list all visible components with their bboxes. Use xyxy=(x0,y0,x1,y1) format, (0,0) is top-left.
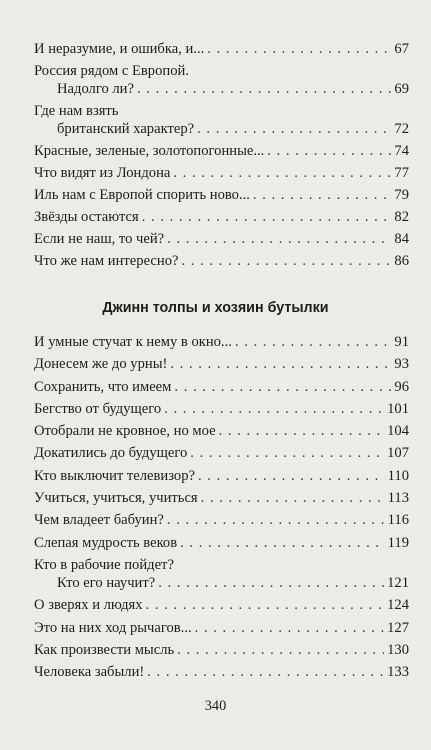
toc-entry-row xyxy=(34,40,409,58)
toc-entry-row xyxy=(34,164,409,182)
toc-page-number: 79 xyxy=(394,187,409,203)
toc-page-number: 101 xyxy=(387,400,409,417)
dot-leader xyxy=(207,40,391,58)
toc-entry-title: Кто его научит? xyxy=(57,574,156,591)
toc-entry-title: Докатились до будущего xyxy=(34,445,188,462)
toc-page-number: 93 xyxy=(394,356,409,373)
toc-entry-row xyxy=(34,511,409,529)
toc-entry xyxy=(34,164,409,182)
toc-entry-title: Надолго ли? xyxy=(57,81,134,97)
dot-leader xyxy=(146,596,385,614)
toc-entry-row xyxy=(34,641,409,659)
toc-entry-title: Человека забыли! xyxy=(34,664,145,681)
toc-entry-row xyxy=(34,208,409,226)
toc-entry-row xyxy=(34,444,409,462)
toc-entry-title: Красные, зеленые, золотопогонные... xyxy=(34,143,265,159)
toc-entry xyxy=(34,489,409,507)
toc-entry xyxy=(34,444,409,462)
dot-leader xyxy=(201,489,385,507)
toc-entry xyxy=(34,102,409,138)
toc-entry-title: О зверях и людях xyxy=(34,597,143,614)
toc-entry-title: Бегство от будущего xyxy=(34,400,162,417)
toc-entry xyxy=(34,619,409,637)
toc-entry-title: Что же нам интересно? xyxy=(34,253,179,269)
toc-page-number: 74 xyxy=(394,143,409,159)
toc-page-number: 86 xyxy=(394,253,409,269)
dot-leader xyxy=(174,378,391,396)
toc-entry xyxy=(34,40,409,58)
toc-entry-title-line: Россия рядом с Европой. xyxy=(34,63,189,79)
toc-list-top xyxy=(34,40,409,270)
dot-leader xyxy=(158,574,384,592)
toc-entry-row xyxy=(34,186,409,204)
toc-entry-title: Это на них ход рычагов... xyxy=(34,619,192,636)
toc-page-number: 121 xyxy=(387,574,409,591)
toc-entry-title: И неразумие, и ошибка, и... xyxy=(34,41,205,57)
toc-list-bottom xyxy=(34,333,409,681)
section-heading: Джинн толпы и хозяин бутылки xyxy=(102,300,329,316)
dot-leader xyxy=(167,230,391,248)
dot-leader xyxy=(267,142,391,160)
toc-entry-row xyxy=(34,467,409,485)
toc-page-number: 104 xyxy=(387,423,409,440)
dot-leader xyxy=(167,511,385,529)
toc-entry-title: Сохранить, что имеем xyxy=(34,378,172,395)
toc-entry xyxy=(34,400,409,418)
dot-leader xyxy=(173,164,391,182)
toc-page-number: 69 xyxy=(394,81,409,97)
toc-page-number: 133 xyxy=(387,664,409,681)
toc-entry-title: Что видят из Лондона xyxy=(34,165,171,181)
toc-entry xyxy=(34,333,409,351)
toc-entry-title: Как произвести мысль xyxy=(34,641,175,658)
toc-entry-title: И умные стучат к нему в окно... xyxy=(34,334,232,350)
toc-page-number: 124 xyxy=(387,597,409,614)
toc-entry xyxy=(34,511,409,529)
toc-entry xyxy=(34,556,409,592)
toc-entry xyxy=(34,230,409,248)
toc-page-number: 107 xyxy=(387,445,409,462)
dot-leader xyxy=(190,444,384,462)
toc-entry xyxy=(34,142,409,160)
toc-entry xyxy=(34,663,409,681)
toc-page-number: 96 xyxy=(394,378,409,395)
toc-entry-title: Чем владеет бабуин? xyxy=(34,512,164,529)
toc-page-number: 119 xyxy=(387,534,409,551)
page-number: 340 xyxy=(204,698,227,714)
dot-leader xyxy=(235,333,392,351)
toc-entry xyxy=(34,422,409,440)
toc-page-number: 91 xyxy=(394,334,409,350)
toc-page-number: 116 xyxy=(387,512,409,529)
toc-entry xyxy=(34,596,409,614)
toc-page-number: 82 xyxy=(394,209,409,225)
toc-entry-title: британский характер? xyxy=(57,121,195,137)
dot-leader xyxy=(137,80,391,98)
dot-leader xyxy=(219,422,385,440)
dot-leader xyxy=(253,186,392,204)
toc-entry-row xyxy=(34,80,409,98)
toc-page-number: 77 xyxy=(394,165,409,181)
toc-entry-row xyxy=(34,663,409,681)
toc-page-number: 72 xyxy=(394,121,409,137)
toc-entry-row xyxy=(34,619,409,637)
toc-entry-row xyxy=(34,400,409,418)
toc-entry-title: Звёзды остаются xyxy=(34,209,139,225)
toc-entry-title-line: Где нам взять xyxy=(34,103,119,119)
toc-entry-title: Если не наш, то чей? xyxy=(34,231,165,247)
toc-entry-row xyxy=(34,142,409,160)
dot-leader xyxy=(198,467,385,485)
toc-page-number: 113 xyxy=(387,490,409,507)
toc-entry-row xyxy=(34,333,409,351)
dot-leader xyxy=(180,534,385,552)
dot-leader xyxy=(195,619,384,637)
toc-entry-title-line: Кто в рабочие пойдет? xyxy=(34,556,174,573)
toc-entry xyxy=(34,641,409,659)
toc-entry-title: Отобрали не кровное, но мое xyxy=(34,423,216,440)
toc-entry-row xyxy=(34,378,409,396)
toc-entry-row xyxy=(34,120,409,138)
dot-leader xyxy=(177,641,384,659)
toc-entry-title: Донесем же до урны! xyxy=(34,356,168,373)
toc-page-number: 130 xyxy=(387,641,409,658)
toc-entry-title: Иль нам с Европой спорить ново... xyxy=(34,187,250,203)
toc-entry-row xyxy=(34,489,409,507)
toc-entry-title: Слепая мудрость веков xyxy=(34,534,178,551)
dot-leader xyxy=(181,252,391,270)
toc-entry-row xyxy=(34,355,409,373)
dot-leader xyxy=(197,120,391,138)
toc-entry-title: Учиться, учиться, учиться xyxy=(34,490,198,507)
toc-entry xyxy=(34,62,409,98)
toc-entry xyxy=(34,534,409,552)
toc-entry xyxy=(34,378,409,396)
toc-entry-row xyxy=(34,534,409,552)
toc-entry-row xyxy=(34,574,409,592)
toc-entry xyxy=(34,208,409,226)
toc-entry xyxy=(34,252,409,270)
toc-entry-title: Кто выключит телевизор? xyxy=(34,467,195,484)
toc-entry-row xyxy=(34,252,409,270)
toc-entry xyxy=(34,355,409,373)
toc-entry-row xyxy=(34,230,409,248)
dot-leader xyxy=(147,663,384,681)
dot-leader xyxy=(164,400,384,418)
toc-entry-row xyxy=(34,422,409,440)
toc-entry xyxy=(34,186,409,204)
toc-page-number: 67 xyxy=(394,41,409,57)
toc-page-number: 110 xyxy=(387,467,409,484)
toc-entry-row xyxy=(34,596,409,614)
dot-leader xyxy=(142,208,392,226)
toc-page-number: 84 xyxy=(394,231,409,247)
toc-entry xyxy=(34,467,409,485)
toc-page-number: 127 xyxy=(387,619,409,636)
dot-leader xyxy=(170,355,391,373)
